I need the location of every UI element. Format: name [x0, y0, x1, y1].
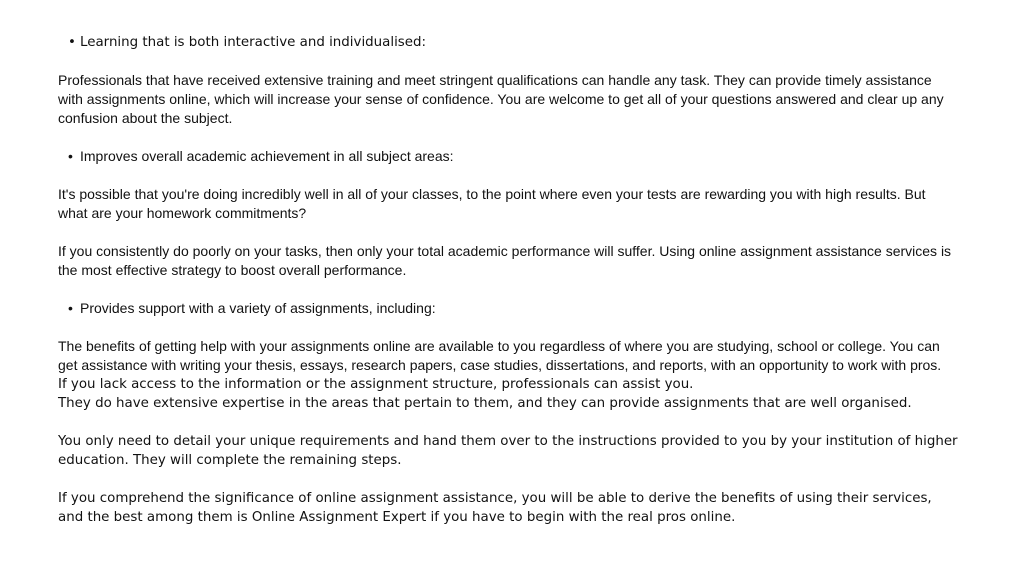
- bullet-text: Provides support with a variety of assignments, including:: [80, 300, 436, 316]
- article-body: [58, 33, 958, 546]
- bullet-item-academic-achievement: [58, 147, 958, 166]
- bullet-text: Learning that is both interactive and individualised:: [80, 35, 427, 50]
- paragraph-requirements: You only need to detail your unique requirements and hand them over to the instructions provided to you by your institution of higher education. They will complete the remaining steps.: [58, 434, 958, 468]
- bullet-dot: •: [68, 35, 76, 50]
- bullet-item-variety-support: [58, 299, 958, 318]
- bullet-dot: •: [68, 148, 73, 164]
- paragraph-expertise: They do have extensive expertise in the areas that pertain to them, and they can provide assignments that are well organised.: [58, 396, 912, 411]
- paragraph-lack-access: If you lack access to the information or the assignment structure, professionals can assist you.: [58, 377, 694, 392]
- bullet-text: Improves overall academic achievement in all subject areas:: [80, 148, 454, 164]
- paragraph-conclusion: If you comprehend the significance of online assignment assistance, you will be able to derive the benefits of using their services, and the best among them is Online Assignment Expert if you have to begin with the real pros online.: [58, 491, 932, 525]
- bullet-item-interactive-learning: [58, 33, 958, 52]
- paragraph-performance: If you consistently do poorly on your tasks, then only your total academic performance will suffer. Using online assignment assistance services is the most effective strategy to boost overall performance.: [58, 243, 952, 278]
- bullet-dot: •: [68, 300, 73, 316]
- paragraph-benefits: The benefits of getting help with your assignments online are available to you regardless of where you are studying, school or college. You can get assistance with writing your thesis, essays, research papers, case studies, dissertations, and reports, with an opportunity to work with pros.: [58, 338, 942, 373]
- paragraph-professionals: Professionals that have received extensive training and meet stringent qualifications can handle any task. They can provide timely assistance with assignments online, which will increase your sense of confidence. You are welcome to get all of your questions answered and clear up any confusion about the subject.: [58, 72, 944, 126]
- paragraph-classes: It's possible that you're doing incredibly well in all of your classes, to the point where even your tests are rewarding you with high results. But what are your homework commitments?: [58, 186, 926, 221]
